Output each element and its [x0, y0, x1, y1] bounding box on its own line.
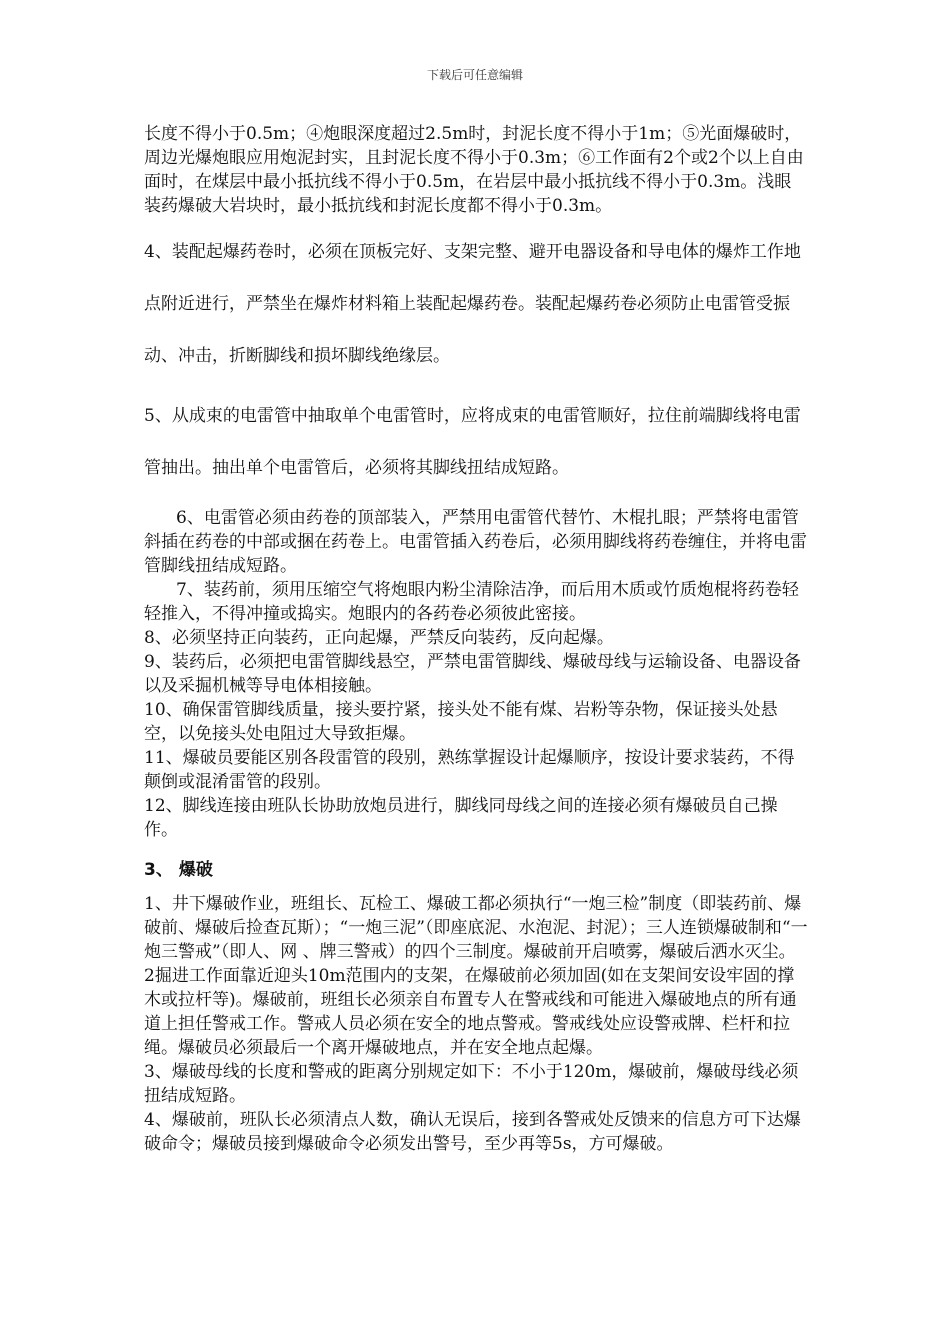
section-title: 爆破 — [178, 860, 213, 880]
page-header: 下载后可任意编辑 — [426, 68, 523, 82]
paragraph-item-8: 8、必须坚持正向装药，正向起爆，严禁反向装药，反向起爆。 — [144, 628, 614, 648]
section-paragraph-2: 2掘进工作面靠近迎头10m范围内的支架，在爆破前必须加固(如在支架间安设牢固的撑木或拉杆等)。爆破前，班组长必须亲自布置专人在警戒线和可能进入爆破地点的所有通道上担任警戒工作。警戒人员必须在安全的地点警戒。警戒线处应设警戒牌、栏杆和拉绳。爆破员必须最后一个离开爆破地点，并在安全地点起爆。 — [144, 966, 797, 1058]
paragraph-item-12: 12、脚线连接由班队长协助放炮员进行，脚线同母线之间的连接必须有爆破员自己操作。 — [144, 796, 778, 840]
section-number: 3、 — [144, 860, 173, 880]
section-heading-blasting — [144, 858, 808, 882]
document-body — [144, 122, 808, 1156]
section-paragraph-4: 4、爆破前，班队长必须清点人数，确认无误后，接到各警戒处反馈来的信息方可下达爆破命令；爆破员接到爆破命令必须发出警号，至少再等5s，方可爆破。 — [144, 1110, 801, 1154]
paragraph-item-5: 5、从成束的电雷管中抽取单个电雷管时，应将成束的电雷管顺好，拉住前端脚线将电雷管抽出。抽出单个电雷管后，必须将其脚线扭结成短路。 — [144, 406, 801, 478]
paragraph-item-10: 10、确保雷管脚线质量，接头要拧紧，接头处不能有煤、岩粉等杂物，保证接头处悬空，以免接头处电阻过大导致拒爆。 — [144, 700, 778, 744]
paragraph-item-11: 11、爆破员要能区别各段雷管的段别，熟练掌握设计起爆顺序，按设计要求装药，不得颠倒或混淆雷管的段别。 — [144, 748, 795, 792]
paragraph-item-4: 4、装配起爆药卷时，必须在顶板完好、支架完整、避开电器设备和导电体的爆炸工作地点附近进行，严禁坐在爆炸材料箱上装配起爆药卷。装配起爆药卷必须防止电雷管受振动、冲击，折断脚线和损坏脚线绝缘层。 — [144, 242, 801, 366]
section-paragraph-3: 3、爆破母线的长度和警戒的距离分别规定如下：不小于120m，爆破前，爆破母线必须扭结成短路。 — [144, 1062, 799, 1106]
section-paragraph-1: 1、井下爆破作业，班组长、瓦检工、爆破工都必须执行“一炮三检”制度（即装药前、爆破前、爆破后捡查瓦斯）；“一炮三泥”（即座底泥、水泡泥、封泥）；三人连锁爆破制和“一炮三警戒”（即人、网 、牌三警戒）的四个三制度。爆破前开启喷雾，爆破后洒水灭尘。 — [144, 894, 808, 962]
paragraph-item-6: 6、电雷管必须由药卷的顶部装入，严禁用电雷管代替竹、木棍扎眼；严禁将电雷管斜插在药卷的中部或捆在药卷上。电雷管插入药卷后，必须用脚线将药卷缠住，并将电雷管脚线扭结成短路。 — [144, 508, 807, 576]
paragraph-item-9: 9、装药后，必须把电雷管脚线悬空，严禁电雷管脚线、爆破母线与运输设备、电器设备以及采掘机械等导电体相接触。 — [144, 652, 801, 696]
paragraph-item-7: 7、装药前，须用压缩空气将炮眼内粉尘清除洁净，而后用木质或竹质炮棍将药卷轻轻推入，不得冲撞或捣实。炮眼内的各药卷必须彼此密接。 — [144, 580, 799, 624]
paragraph-stemming-length: 长度不得小于0.5m；④炮眼深度超过2.5m时，封泥长度不得小于1m；⑤光面爆破时，周边光爆炮眼应用炮泥封实，且封泥长度不得小于0.3m；⑥工作面有2个或2个以上自由面时，在煤层中最小抵抗线不得小于0.5m，在岩层中最小抵抗线不得小于0.3m。浅眼装药爆破大岩块时，最小抵抗线和封泥长度都不得小于0.3m。 — [144, 124, 804, 216]
